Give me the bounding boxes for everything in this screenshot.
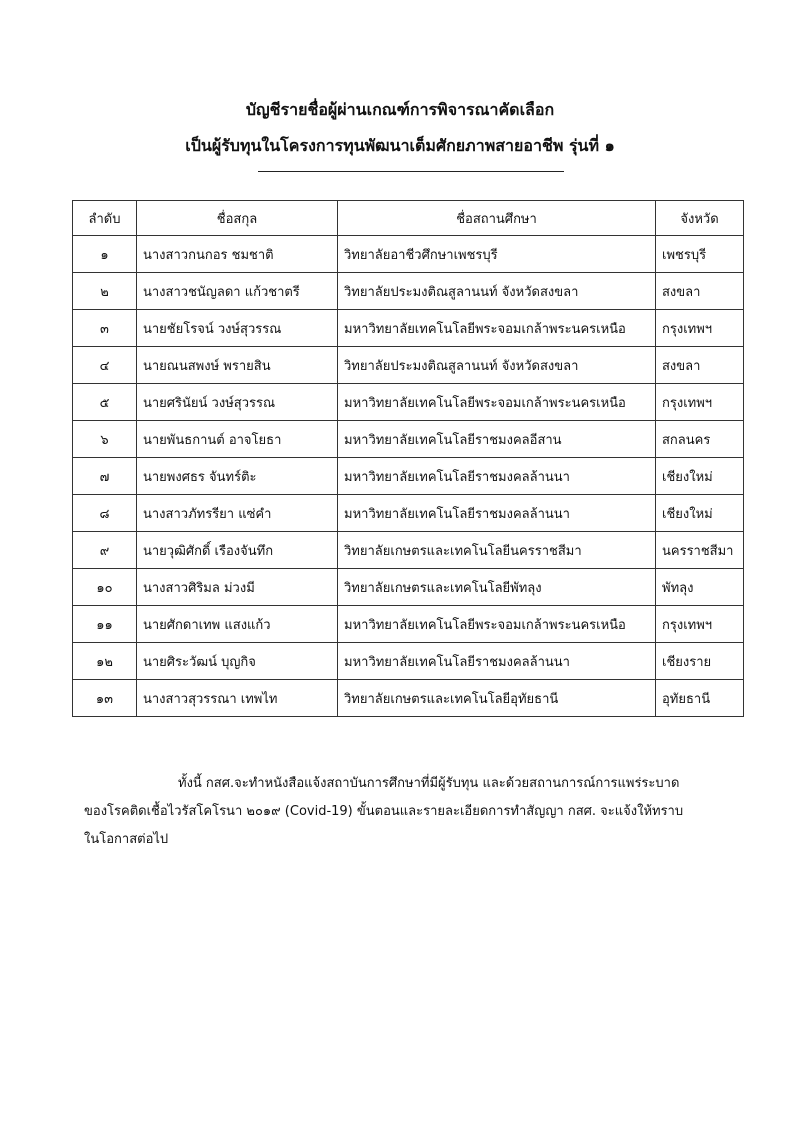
cell-name: นายพงศธร จันทร์ติะ	[137, 458, 338, 495]
cell-province: อุทัยธานี	[656, 680, 744, 717]
recipient-table	[72, 200, 744, 717]
cell-name: นางสาวสุวรรณา เทพไท	[137, 680, 338, 717]
cell-order: ๑๐	[73, 569, 137, 606]
table-row	[73, 643, 744, 680]
cell-institution: วิทยาลัยประมงติณสูลานนท์ จังหวัดสงขลา	[338, 347, 656, 384]
table-row	[73, 606, 744, 643]
cell-name: นายศรินัยน์ วงษ์สุวรรณ	[137, 384, 338, 421]
cell-order: ๒	[73, 273, 137, 310]
document-subtitle: เป็นผู้รับทุนในโครงการทุนพัฒนาเต็มศักยภาพสายอาชีพ รุ่นที่ ๑	[185, 136, 615, 155]
table-row	[73, 421, 744, 458]
note-line-1: ทั้งนี้ กสศ.จะทำหนังสือแจ้งสถาบันการศึกษาที่มีผู้รับทุน และด้วยสถานการณ์การแพร่ระบาด	[178, 776, 680, 791]
cell-order: ๓	[73, 310, 137, 347]
cell-order: ๑๓	[73, 680, 137, 717]
cell-institution: วิทยาลัยเกษตรและเทคโนโลยีนครราชสีมา	[338, 532, 656, 569]
cell-province: สงขลา	[656, 347, 744, 384]
table-row	[73, 236, 744, 273]
cell-name: นางสาวศิริมล ม่วงมี	[137, 569, 338, 606]
cell-province: สงขลา	[656, 273, 744, 310]
document-title: บัญชีรายชื่อผู้ผ่านเกณฑ์การพิจารณาคัดเลือก	[245, 100, 555, 119]
cell-name: นางสาวภัทรรียา แซ่คำ	[137, 495, 338, 532]
cell-province: เชียงใหม่	[656, 458, 744, 495]
cell-name: นายศักดาเทพ แสงแก้ว	[137, 606, 338, 643]
cell-institution: มหาวิทยาลัยเทคโนโลยีราชมงคลล้านนา	[338, 495, 656, 532]
cell-province: เชียงใหม่	[656, 495, 744, 532]
cell-province: กรุงเทพฯ	[656, 606, 744, 643]
cell-name: นายณนสพงษ์ พรายสิน	[137, 347, 338, 384]
cell-order: ๑๒	[73, 643, 137, 680]
cell-province: เชียงราย	[656, 643, 744, 680]
cell-name: นางสาวกนกอร ชมชาติ	[137, 236, 338, 273]
cell-institution: วิทยาลัยเกษตรและเทคโนโลยีพัทลุง	[338, 569, 656, 606]
cell-institution: วิทยาลัยประมงติณสูลานนท์ จังหวัดสงขลา	[338, 273, 656, 310]
cell-institution: มหาวิทยาลัยเทคโนโลยีพระจอมเกล้าพระนครเหนือ	[338, 310, 656, 347]
cell-order: ๘	[73, 495, 137, 532]
cell-order: ๑	[73, 236, 137, 273]
cell-province: สกลนคร	[656, 421, 744, 458]
cell-order: ๑๑	[73, 606, 137, 643]
cell-institution: มหาวิทยาลัยเทคโนโลยีราชมงคลล้านนา	[338, 458, 656, 495]
column-header-order: ลำดับ	[73, 201, 137, 236]
cell-order: ๗	[73, 458, 137, 495]
cell-institution: วิทยาลัยเกษตรและเทคโนโลยีอุทัยธานี	[338, 680, 656, 717]
cell-order: ๙	[73, 532, 137, 569]
cell-institution: มหาวิทยาลัยเทคโนโลยีพระจอมเกล้าพระนครเหนือ	[338, 606, 656, 643]
table-row	[73, 680, 744, 717]
cell-order: ๔	[73, 347, 137, 384]
cell-order: ๕	[73, 384, 137, 421]
cell-institution: มหาวิทยาลัยเทคโนโลยีพระจอมเกล้าพระนครเหนือ	[338, 384, 656, 421]
note-line-3: ในโอกาสต่อไป	[84, 832, 169, 847]
closing-note	[84, 770, 724, 854]
cell-name: นางสาวชนัญลดา แก้วชาตรี	[137, 273, 338, 310]
table-header-row	[73, 201, 744, 236]
table-row	[73, 569, 744, 606]
table-row	[73, 532, 744, 569]
cell-name: นายวุฒิศักดิ์ เรืองจันทึก	[137, 532, 338, 569]
cell-order: ๖	[73, 421, 137, 458]
title-underline	[258, 171, 564, 172]
cell-province: พัทลุง	[656, 569, 744, 606]
cell-province: กรุงเทพฯ	[656, 384, 744, 421]
table-row	[73, 273, 744, 310]
table-row	[73, 347, 744, 384]
column-header-province: จังหวัด	[656, 201, 744, 236]
table-row	[73, 384, 744, 421]
cell-institution: มหาวิทยาลัยเทคโนโลยีราชมงคลอีสาน	[338, 421, 656, 458]
cell-province: นครราชสีมา	[656, 532, 744, 569]
cell-name: นายศิระวัฒน์ บุญกิจ	[137, 643, 338, 680]
cell-name: นายพันธกานต์ อาจโยธา	[137, 421, 338, 458]
table-row	[73, 310, 744, 347]
column-header-institution: ชื่อสถานศึกษา	[338, 201, 656, 236]
cell-province: กรุงเทพฯ	[656, 310, 744, 347]
cell-province: เพชรบุรี	[656, 236, 744, 273]
column-header-name: ชื่อสกุล	[137, 201, 338, 236]
table-row	[73, 458, 744, 495]
cell-institution: วิทยาลัยอาชีวศึกษาเพชรบุรี	[338, 236, 656, 273]
note-line-2: ของโรคติดเชื้อไวรัสโคโรนา ๒๐๑๙ (Covid-19) ขั้นตอนและรายละเอียดการทำสัญญา กสศ. จะแจ้งให้ทราบ	[84, 804, 684, 819]
cell-institution: มหาวิทยาลัยเทคโนโลยีราชมงคลล้านนา	[338, 643, 656, 680]
cell-name: นายชัยโรจน์ วงษ์สุวรรณ	[137, 310, 338, 347]
table-row	[73, 495, 744, 532]
